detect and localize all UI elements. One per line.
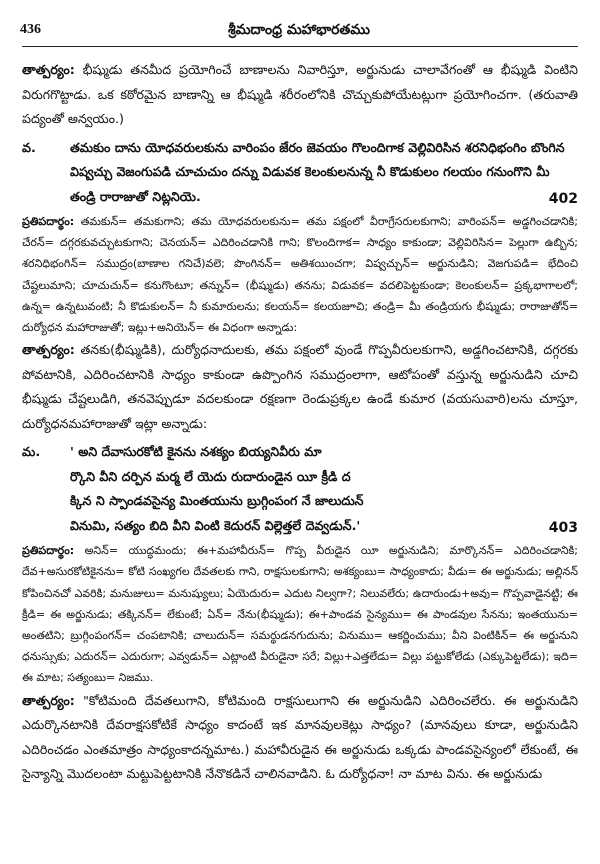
word-meaning-label: ప్రతిపదార్థం: — [22, 215, 75, 228]
verse-402 — [22, 136, 578, 210]
verse-number: 403 — [548, 520, 578, 537]
verse-line: తండ్రి రారాజుతో నిట్లనియె. — [70, 188, 201, 204]
meaning-paragraph — [22, 689, 578, 787]
verse-line: విష్వచ్చు వెజంగుపడి చూచుచుం దన్ను విడువక కెలంకులనున్న నీ కొడుకులం గలయం గనుంగొని మీ — [70, 164, 550, 179]
meaning-paragraph — [22, 338, 578, 436]
meaning-paragraph — [22, 58, 578, 132]
verse-line: ర్కొని వీని దర్పిన మర్మ లే యెదు రుదారుండైన యీ క్రీడి ద — [70, 468, 351, 484]
verse-403 — [22, 440, 578, 538]
word-meaning-text: అనిన్= యుద్ధమందు; ఈ+మహావీరున్= గొప్ప వీరుడైన యీ అర్జునుడిని; మార్కొనన్= ఎదిరించడానికి; దేవ+అసురకోటికైనను= కోటి సంఖ్యగల దేవతలకు గాని, రాక్షసులకుగాని; అశక్యంబు= సాధ్యంకాదు; వీడు= ఈ అర్జునుడు; అల్లినన్ కోపించినచో ఎవరికి; మనుజులు= మనుష్యులు; ఏయెదురు= ఎదుట నిల్వగా?; నిలువలేరు; ఉదారుండు+అవు= గొప్పవాడైనట్టి; ఈ క్రీడి= ఈ అర్జునుడు; తక్కినన్= లేకుంటే; ఏన్= నేను(భీష్ముడు); ఈ+పాండవ సైన్యము= ఈ పాండవుల సేనను; ఇంతయును= అంతటిని; బ్రుగ్గింపంగన్= చంపటానికి; చాలుదున్= సమర్థుడనగుదును; వినుము= ఆకర్ణించుము; వీని వింటికిన్= ఈ అర్జునుని ధనుస్సుకు; ఎదురన్= ఎదురుగా; ఎవ్వడున్= ఎట్లాంటి వీరుడైనా సరే; విల్లు+ఎత్తలేడు= విల్లు పట్టుకోలేడు (ఎక్కుపెట్టలేడు); ఇది= ఈ మాట; సత్యంబు= నిజము. — [22, 544, 578, 685]
verse-meter: మ. — [22, 444, 41, 460]
verse-number: 402 — [548, 191, 578, 207]
page-content — [22, 58, 578, 787]
page-header — [20, 22, 578, 44]
verse-line: ' అని దేవాసురకోటి కైనను నశక్యం బియ్యనివీరు మా — [70, 444, 322, 460]
header-rule — [22, 46, 578, 47]
verse-line: వినుమి, సత్యం బిది వీని వింటి కెదురన్ విల్లెత్తలే దెవ్వడున్.' — [70, 517, 361, 533]
verse-line: తమకుం దాను యోధవరులకును వారింపం జేరం జెవయం గొలందిగాక వెల్లివిరిసిన శరనిధిభంగిం బొంగిన — [70, 139, 565, 155]
meaning-text: తనకు(భీష్ముడికి), దుర్యోధనాదులకు, తమ పక్షంలో వుండే గొప్పవీరులకుగాని, అడ్డగించటానికి, దగ్గరకు పోవటానికి, ఎదిరించటానికి సాధ్యం కాకుండా ఉప్పొంగిన సముద్రంలాగా, ఆటోపంతో వస్తున్న అర్జునుడిని చూచి భీష్ముడు చేష్టలుడిగి, తనవెప్పుడూ వదలకుండా రక్షణగా రెండుప్రక్కల ఉండే కుమార (వయసువారి)లను చూస్తూ, దుర్యోధనమహారాజుతో ఇట్లా అన్నాడు: — [22, 342, 578, 431]
word-meaning-label: ప్రతిపదార్థం: — [22, 544, 75, 558]
verse-meter: వ. — [22, 139, 36, 155]
meaning-label: తాత్పర్యం: — [22, 692, 75, 708]
page-number: 436 — [20, 22, 41, 37]
meaning-text: భీష్ముడు తనమీద ప్రయోగించే బాణాలను నివారిస్తూ, అర్జునుడు చాలావేగంతో ఆ భీష్ముడి వింటిని విరుగగొట్టాడు. ఒక కఠోరమైన బాణాన్ని ఆ భీష్ముడి శరీరంలోనికి చొచ్చుకుపోయేటట్లుగా ప్రయోగించగా. (తరువాతి పద్యంతో అన్వయం.) — [22, 62, 578, 126]
word-meaning-paragraph — [22, 540, 578, 688]
book-title: శ్రీమదాంధ్ర మహాభారతము — [228, 22, 370, 38]
word-meaning-paragraph — [22, 211, 578, 338]
verse-line: క్కిన ని స్పాండవసైన్య మింతయును బ్రుగ్గింపంగ నే జాలుదున్ — [70, 493, 364, 509]
meaning-text: "కోటిమంది దేవతలుగాని, కోటిమంది రాక్షసులుగాని ఈ అర్జునుడిని ఎదిరించలేరు. ఈ అర్జునుడిని ఎదుర్కొనటానికి దేవరాక్షసకోటికే సాధ్యం కాదంటే ఇక మానవులకెట్లు సాధ్యం? (మానవులు కూడా, అర్జునుడిని ఎదిరించడం ఎంతమాత్రం సాధ్యంకాదన్నమాట.) మహావీరుడైన ఈ అర్జునుడు ఒక్కడు పాండవసైన్యంలో లేకుంటే, ఈ సైన్యాన్ని మొదలంటా మట్టుపెట్టటానికి నేనొకడినే చాలినవాడిని. ఓ దుర్యోధనా! నా మాట విను. ఈ అర్జునుడు — [22, 692, 578, 782]
word-meaning-text: తమకున్= తమకుగాని; తమ యోధవరులకును= తమ పక్షంలో వీరాగ్రేసరులకుగాని; వారింపన్= అడ్డగించడానికి; చేరన్= దగ్గరకువచ్చుటకుగాని; చెనయన్= ఎదిరించడానికి గాని; కొలందిగాక= సాధ్యం కాకుండా; వెల్లివిరిసిన= పెల్లుగా ఉబ్బిన; శరనిధిభంగిన్= సముద్రం(బాణాల గనిచే)వలె; పొంగినన్= అతిశయించగా; విష్వచ్చున్= అర్జునుడిని; వెజగుపడి= భేదించి చేష్టలుమాని; చూచుచున్= కనుగొంటూ; తన్నున్= (భీష్ముడు) తనను; విడువక= వదలిపెట్టకుండా; కెలంకులన్= ప్రక్కభాగాలలో; ఉన్న= ఉన్నటువంటి; నీ కొడుకులన్= నీ కుమారులను; కలయన్= కలయజూచి; తండ్రి= మీ తండ్రియగు భీష్ముడు; రారాజుతోన్= దుర్యోధన మహారాజుతో; ఇట్లు+అనియెన్= ఈ విధంగా అన్నాడు: — [22, 215, 578, 335]
meaning-label: తాత్పర్యం: — [22, 342, 75, 358]
meaning-label: తాత్పర్యం: — [22, 62, 75, 77]
